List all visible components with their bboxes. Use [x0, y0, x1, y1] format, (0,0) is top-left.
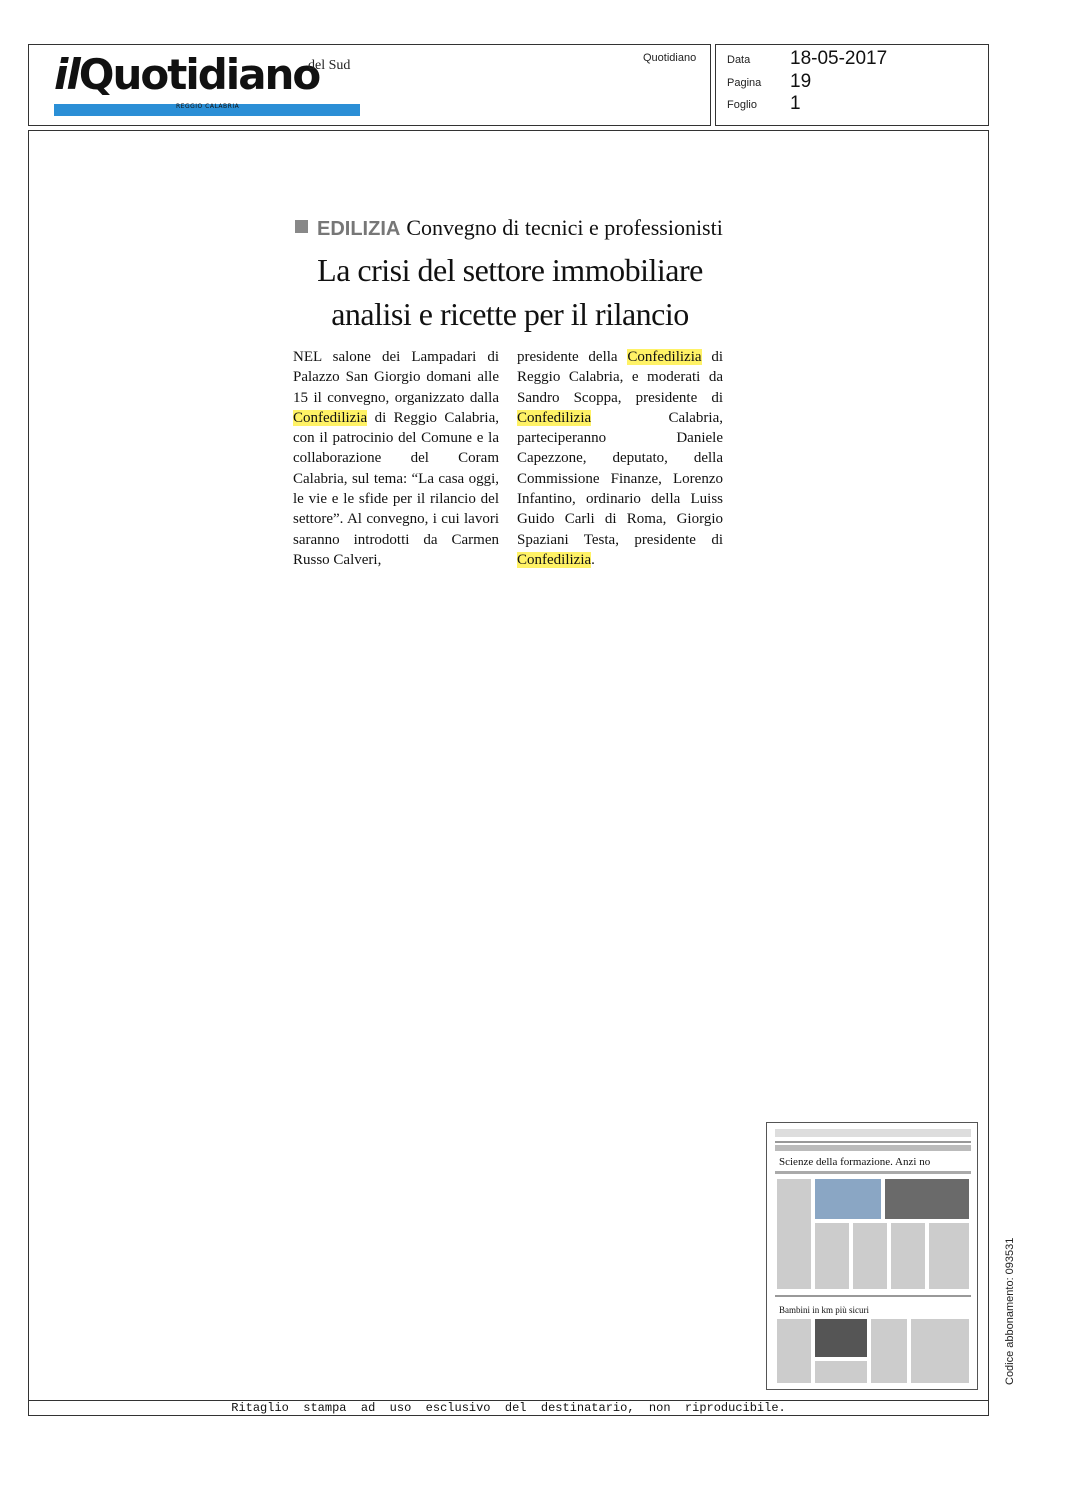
publication-type: Quotidiano: [643, 52, 697, 64]
logo-subtitle: del Sud: [308, 58, 351, 73]
highlighted-term: Confedilizia: [517, 409, 592, 426]
article-column-2: [517, 347, 723, 570]
meta-value-foglio: 1: [790, 93, 801, 114]
meta-label-foglio: Foglio: [727, 99, 757, 111]
kicker-text: Convegno di tecnici e professionisti: [406, 215, 723, 240]
highlighted-term: Confedilizia: [627, 349, 702, 365]
logo-il: il: [54, 50, 79, 99]
article-text-run: Calabria, parteciperanno Daniele Capezzone, deputato, della Commissione Finanze, Lorenzo Infantino, ordinario della Luiss Guido Carli di Roma, Giorgio Spaziani Testa, presidente di: [517, 409, 723, 548]
meta-label-pagina: Pagina: [727, 77, 762, 89]
thumbnail-headline: Scienze della formazione. Anzi no: [779, 1156, 931, 1168]
highlighted-term: Confedilizia: [293, 409, 368, 426]
page-thumbnail: [766, 1122, 978, 1390]
headline-line-2: analisi e ricette per il rilancio: [331, 296, 689, 332]
footer-notice: Ritaglio stampa ad uso esclusivo del destinatario, non riproducibile.: [231, 1401, 786, 1415]
newspaper-logo: [54, 50, 320, 99]
meta-value-pagina: 19: [790, 71, 812, 92]
highlighted-term: Confedilizia: [517, 551, 592, 568]
headline-line-1: La crisi del settore immobiliare: [317, 252, 703, 288]
logo-main: Quotidiano: [78, 50, 320, 99]
article-column-1: [293, 347, 499, 570]
article-text-run: NEL salone dei Lampadari di Palazzo San Giorgio domani alle 15 il convegno, organizzato dalla: [293, 349, 499, 406]
logo-edition: REGGIO CALABRIA: [176, 103, 240, 110]
article-text-run: di Reggio Calabria, e moderati da Sandro Scoppa, presidente di: [517, 349, 723, 406]
meta-label-data: Data: [727, 54, 751, 66]
article-headline: [285, 248, 735, 336]
article-text-run: presidente della: [517, 349, 628, 365]
subscription-code: Codice abbonamento: 093531: [1004, 1237, 1016, 1385]
article-kicker: [295, 215, 723, 241]
kicker-tag: EDILIZIA: [317, 218, 401, 240]
thumbnail-headline-2: Bambini in km più sicuri: [779, 1305, 869, 1315]
article-text-run: di Reggio Calabria, con il patrocinio del Comune e la collaborazione del Coram Calabria, sul tema: “La casa oggi, le vie e le sfide per il rilancio del settore”. Al convegno, i cui lavori saranno introdotti da Carmen Russo Calveri,: [293, 409, 499, 568]
article-text-run: .: [591, 551, 595, 568]
meta-value-data: 18-05-2017: [790, 48, 888, 69]
kicker-square-icon: [295, 220, 308, 233]
